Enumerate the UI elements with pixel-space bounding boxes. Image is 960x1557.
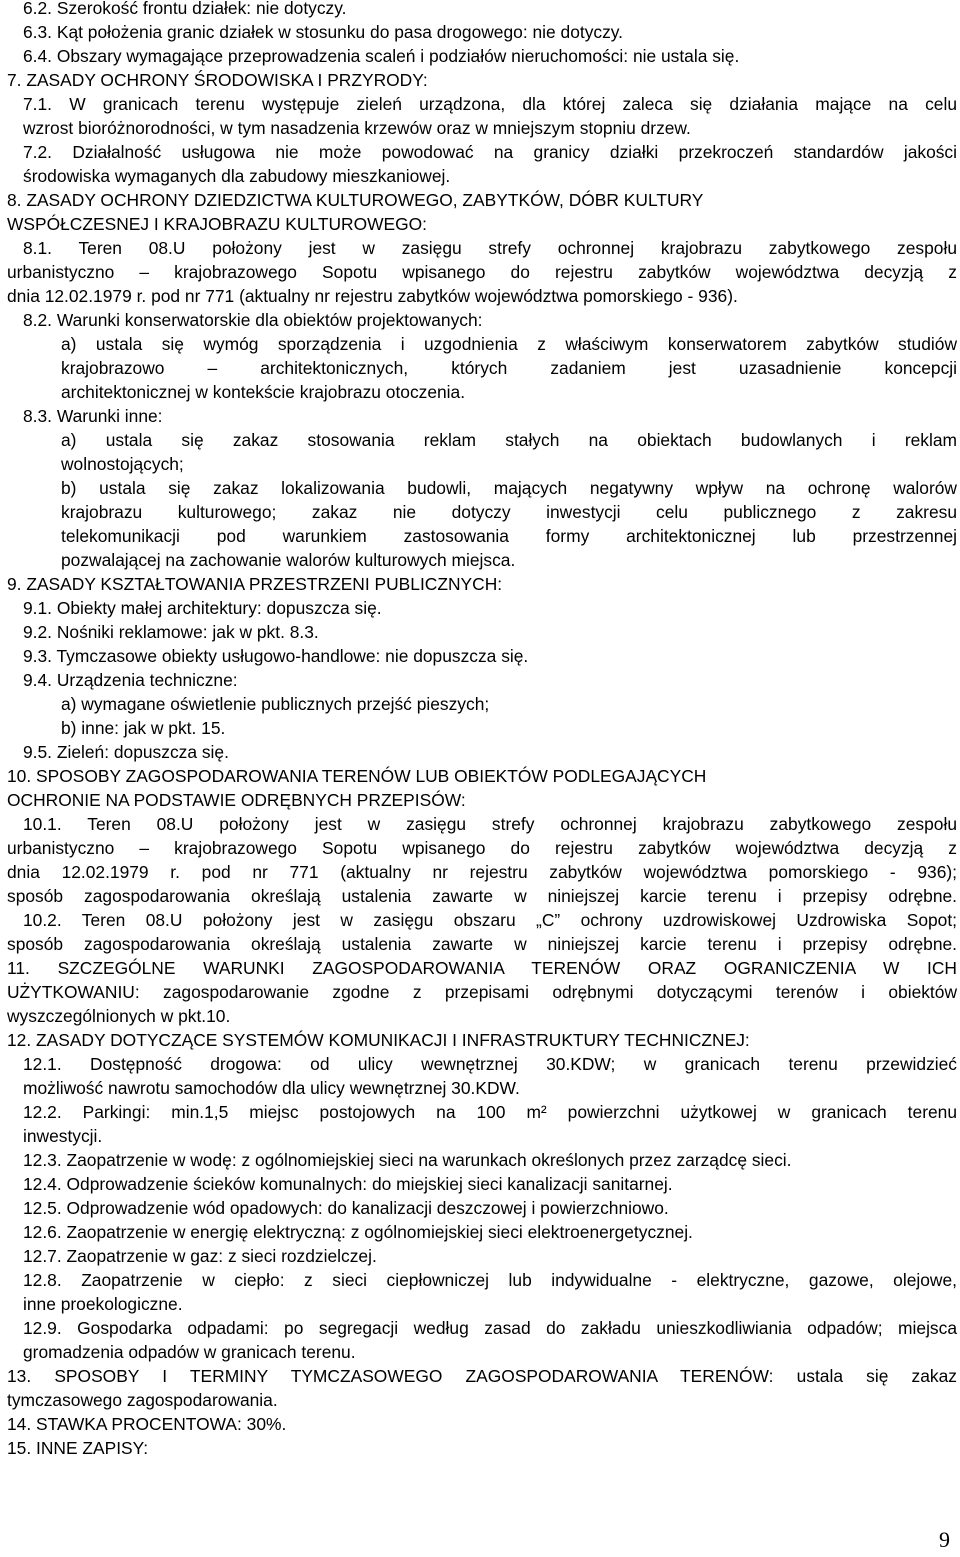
- text-line: 10.2. Teren 08.U położony jest w zasięgu obszaru „C” ochrony uzdrowiskowej Uzdrowiska Sopot;: [23, 910, 957, 930]
- text-line: urbanistyczno – krajobrazowego Sopotu wpisanego do rejestru zabytków województwa decyzją z: [7, 262, 957, 282]
- text-line: 9.1. Obiekty małej architektury: dopuszcza się.: [23, 598, 382, 618]
- text-line: b) ustala się zakaz lokalizowania budowli, mających negatywny wpływ na ochronę walorów: [61, 478, 957, 498]
- text-line: 12.9. Gospodarka odpadami: po segregacji według zasad do zakładu unieszkodliwiania odpadów; miejsca: [23, 1318, 957, 1338]
- text-line: możliwość nawrotu samochodów dla ulicy wewnętrznej 30.KDW.: [23, 1078, 520, 1098]
- text-line: sposób zagospodarowania określają ustalenia zawarte w niniejszej karcie terenu i przepisy odrębne.: [7, 934, 957, 954]
- text-line: 12.8. Zaopatrzenie w ciepło: z sieci ciepłowniczej lub indywidualne - elektryczne, gazowe, olejowe,: [23, 1270, 957, 1290]
- page-number: 9: [939, 1527, 950, 1552]
- text-line: 11. SZCZEGÓLNE WARUNKI ZAGOSPODAROWANIA TERENÓW ORAZ OGRANICZENIA W ICH: [7, 958, 957, 978]
- text-line: 7. ZASADY OCHRONY ŚRODOWISKA I PRZYRODY:: [7, 70, 428, 90]
- text-line: krajobrazowo – architektonicznych, których zadaniem jest uzasadnienie koncepcji: [61, 358, 957, 378]
- text-line: 6.3. Kąt położenia granic działek w stosunku do pasa drogowego: nie dotyczy.: [23, 22, 624, 42]
- text-line: 12.1. Dostępność drogowa: od ulicy wewnętrznej 30.KDW; w granicach terenu przewidzieć: [23, 1054, 957, 1074]
- text-line: dnia 12.02.1979 r. pod nr 771 (aktualny nr rejestru zabytków województwa pomorskiego - 936);: [7, 862, 957, 882]
- text-line: sposób zagospodarowania określają ustalenia zawarte w niniejszej karcie terenu i przepisy odrębne.: [7, 886, 957, 906]
- text-line: 12.2. Parkingi: min.1,5 miejsc postojowych na 100 m² powierzchni użytkowej w granicach terenu: [23, 1102, 957, 1122]
- text-line: inwestycji.: [23, 1126, 103, 1146]
- text-line: architektonicznej w kontekście krajobrazu otoczenia.: [61, 382, 466, 402]
- text-line: telekomunikacji pod warunkiem zastosowania formy architektonicznej lub przestrzennej: [61, 526, 957, 546]
- text-line: 7.2. Działalność usługowa nie może powodować na granicy działki przekroczeń standardów jakości: [23, 142, 957, 162]
- text-line: 12.7. Zaopatrzenie w gaz: z sieci rozdzielczej.: [23, 1246, 377, 1266]
- text-line: 15. INNE ZAPISY:: [7, 1438, 149, 1458]
- text-line: pozwalającej na zachowanie walorów kulturowych miejsca.: [61, 550, 516, 570]
- text-line: dnia 12.02.1979 r. pod nr 771 (aktualny nr rejestru zabytków województwa pomorskiego - 936).: [7, 286, 738, 306]
- text-line: urbanistyczno – krajobrazowego Sopotu wpisanego do rejestru zabytków województwa decyzją z: [7, 838, 957, 858]
- text-line: środowiska wymaganych dla zabudowy mieszkaniowej.: [23, 166, 451, 186]
- text-line: 9. ZASADY KSZTAŁTOWANIA PRZESTRZENI PUBLICZNYCH:: [7, 574, 503, 594]
- text-line: 6.4. Obszary wymagające przeprowadzenia scaleń i podziałów nieruchomości: nie ustala się.: [23, 46, 740, 66]
- text-line: a) ustala się wymóg sporządzenia i uzgodnienia z właściwym konserwatorem zabytków studiów: [61, 334, 957, 354]
- text-line: tymczasowego zagospodarowania.: [7, 1390, 278, 1410]
- text-line: 8. ZASADY OCHRONY DZIEDZICTWA KULTUROWEGO, ZABYTKÓW, DÓBR KULTURY: [7, 190, 704, 210]
- text-line: 6.2. Szerokość frontu działek: nie dotyczy.: [23, 0, 347, 18]
- text-line: 13. SPOSOBY I TERMINY TYMCZASOWEGO ZAGOSPODAROWANIA TERENÓW: ustala się zakaz: [7, 1366, 957, 1386]
- text-line: 8.1. Teren 08.U położony jest w zasięgu strefy ochronnej krajobrazu zabytkowego zespołu: [23, 238, 957, 258]
- text-line: 10.1. Teren 08.U położony jest w zasięgu strefy ochronnej krajobrazu zabytkowego zespołu: [23, 814, 957, 834]
- text-line: a) wymagane oświetlenie publicznych przejść pieszych;: [61, 694, 490, 714]
- text-line: 9.4. Urządzenia techniczne:: [23, 670, 238, 690]
- text-line: 12. ZASADY DOTYCZĄCE SYSTEMÓW KOMUNIKACJI I INFRASTRUKTURY TECHNICZNEJ:: [7, 1030, 750, 1050]
- text-line: 9.2. Nośniki reklamowe: jak w pkt. 8.3.: [23, 622, 319, 642]
- text-line: 7.1. W granicach terenu występuje zieleń urządzona, dla której zaleca się działania mające na celu: [23, 94, 957, 114]
- text-line: b) inne: jak w pkt. 15.: [61, 718, 226, 738]
- text-line: 12.5. Odprowadzenie wód opadowych: do kanalizacji deszczowej i powierzchniowo.: [23, 1198, 669, 1218]
- text-line: WSPÓŁCZESNEJ I KRAJOBRAZU KULTUROWEGO:: [7, 214, 427, 234]
- text-line: wyszczególnionych w pkt.10.: [7, 1006, 231, 1026]
- text-line: wzrost bioróżnorodności, w tym nasadzenia krzewów oraz w mniejszym stopniu drzew.: [23, 118, 691, 138]
- text-line: 12.3. Zaopatrzenie w wodę: z ogólnomiejskiej sieci na warunkach określonych przez zarządcę sieci.: [23, 1150, 792, 1170]
- text-line: 9.5. Zieleń: dopuszcza się.: [23, 742, 229, 762]
- text-line: OCHRONIE NA PODSTAWIE ODRĘBNYCH PRZEPISÓW:: [7, 790, 466, 810]
- text-line: 8.3. Warunki inne:: [23, 406, 163, 426]
- text-line: inne proekologiczne.: [23, 1294, 183, 1314]
- text-line: wolnostojących;: [61, 454, 184, 474]
- text-line: 12.6. Zaopatrzenie w energię elektryczną: z ogólnomiejskiej sieci elektroenergetycznej.: [23, 1222, 693, 1242]
- text-line: krajobrazu kulturowego; zakaz nie dotyczy inwestycji celu publicznego z zakresu: [61, 502, 957, 522]
- text-line: 10. SPOSOBY ZAGOSPODAROWANIA TERENÓW LUB OBIEKTÓW PODLEGAJĄCYCH: [7, 766, 707, 786]
- text-line: a) ustala się zakaz stosowania reklam stałych na obiektach budowlanych i reklam: [61, 430, 957, 450]
- text-line: gromadzenia odpadów w granicach terenu.: [23, 1342, 356, 1362]
- text-line: 14. STAWKA PROCENTOWA: 30%.: [7, 1414, 287, 1434]
- text-line: 9.3. Tymczasowe obiekty usługowo-handlowe: nie dopuszcza się.: [23, 646, 529, 666]
- text-line: 12.4. Odprowadzenie ścieków komunalnych: do miejskiej sieci kanalizacji sanitarnej.: [23, 1174, 673, 1194]
- text-line: 8.2. Warunki konserwatorskie dla obiektów projektowanych:: [23, 310, 483, 330]
- text-line: UŻYTKOWANIU: zagospodarowanie zgodne z przepisami odrębnymi dotyczącymi terenów i obiektów: [7, 982, 957, 1002]
